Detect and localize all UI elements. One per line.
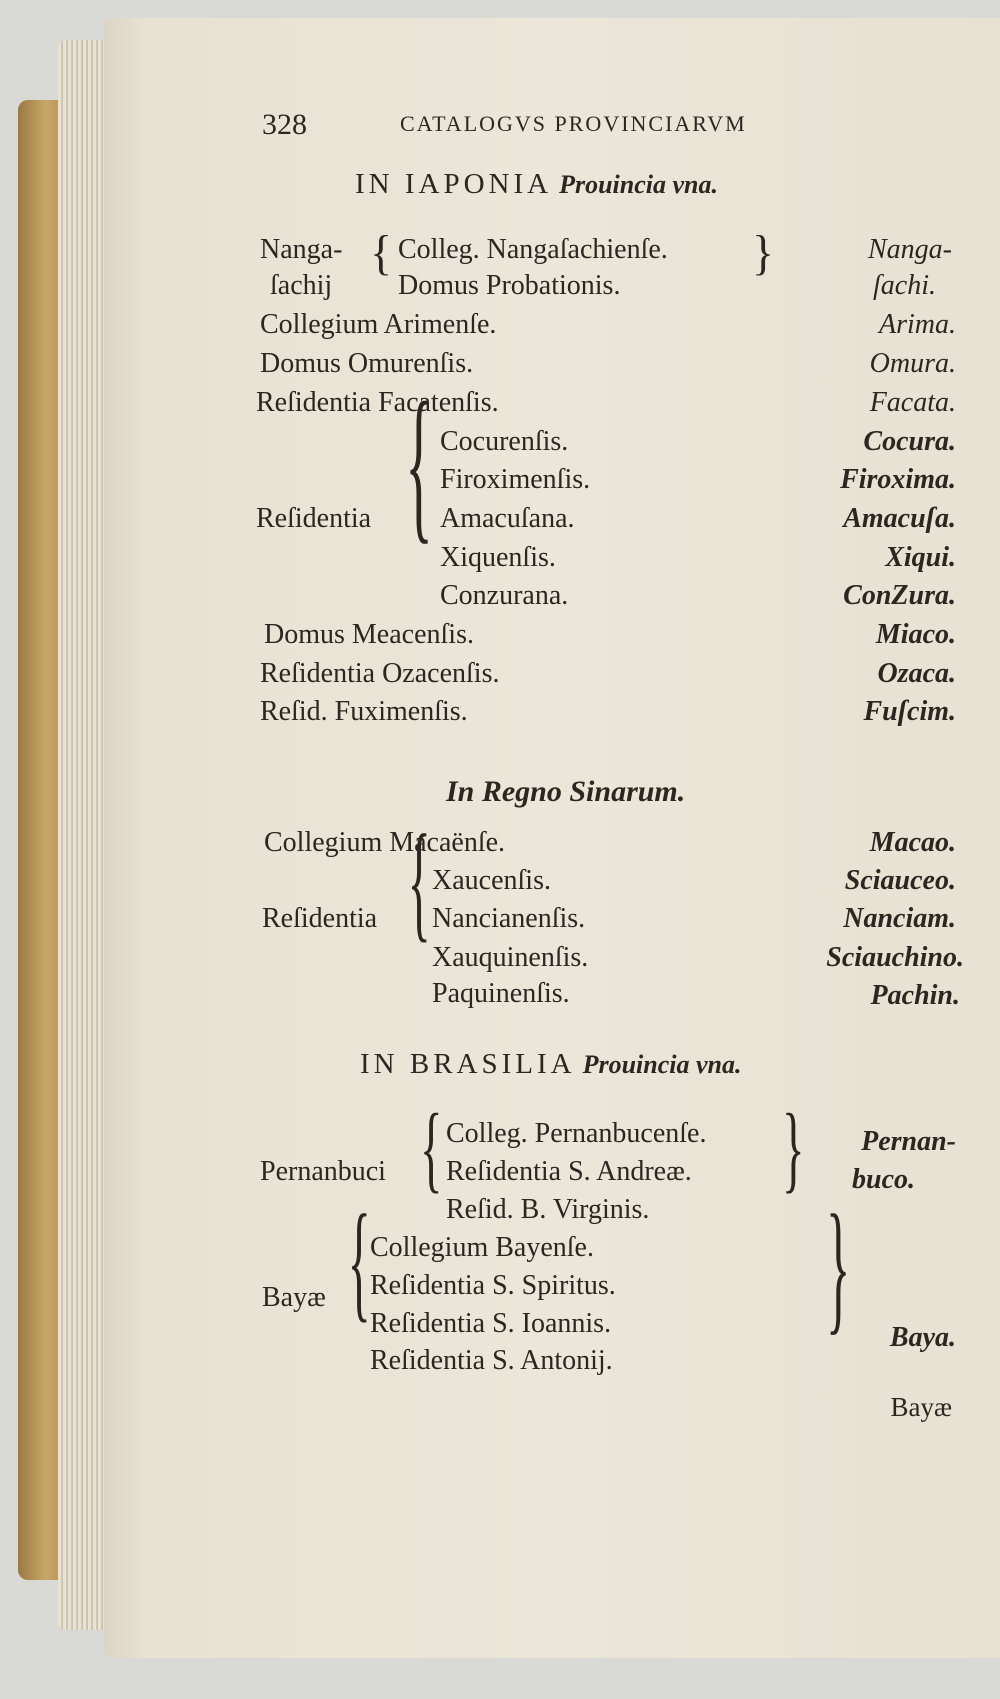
china-item-3: Xauquinenſis. — [432, 942, 589, 973]
place-fuscim: Fuſcim. — [863, 696, 956, 727]
pern-item-2: Reſidentia S. Andreæ. — [446, 1156, 692, 1187]
japan-heading — [355, 170, 718, 199]
page-edges — [58, 40, 110, 1630]
china-item-4: Paquinenſis. — [432, 978, 570, 1009]
place-arima: Arima. — [879, 309, 956, 340]
line-facata: Reſidentia Facatenſis. — [256, 387, 499, 418]
nanga-item-2: Domus Probationis. — [398, 270, 621, 301]
japan-res-item-5: Conzurana. — [440, 580, 569, 611]
place-ozaca: Ozaca. — [877, 658, 956, 689]
running-title: CATALOGVS PROVINCIARVM — [400, 111, 747, 136]
china-item-2: Nancianenſis. — [432, 903, 586, 934]
japan-res-place-1: Cocura. — [863, 426, 956, 457]
nanga-item-1: Colleg. Nangaſachienſe. — [398, 234, 668, 265]
place-macao: Macao. — [869, 827, 956, 858]
brazil-heading-italic: Prouincia vna. — [582, 1050, 742, 1079]
japan-res-item-4: Xiquenſis. — [440, 542, 556, 573]
nanga-right-brace: } — [752, 225, 775, 280]
baya-item-1: Collegium Bayenſe. — [370, 1232, 594, 1263]
nanga-label-2: ſachij — [270, 270, 333, 301]
pern-left-brace: { — [420, 1094, 443, 1202]
japan-res-place-2: Firoxima. — [840, 464, 956, 495]
china-item-1: Xaucenſis. — [432, 865, 551, 896]
china-place-2: Nanciam. — [843, 903, 956, 934]
japan-res-item-3: Amacuſana. — [440, 503, 575, 534]
japan-res-place-3: Amacuſa. — [843, 503, 956, 534]
nanga-place-1: Nanga- — [868, 234, 952, 265]
baya-left-brace: { — [347, 1189, 371, 1335]
pern-place-2: buco. — [852, 1164, 915, 1195]
nanga-label-1: Nanga- — [260, 234, 343, 265]
japan-res-item-1: Cocurenſis. — [440, 426, 569, 457]
baya-label: Bayæ — [262, 1282, 326, 1313]
pern-right-brace: } — [782, 1094, 805, 1202]
japan-heading-italic: Prouincia vna. — [559, 170, 718, 199]
pern-place-1: Pernan- — [861, 1126, 956, 1157]
japan-res-place-5: ConZura. — [843, 580, 956, 611]
china-residentia-label: Reſidentia — [262, 903, 378, 934]
line-ozaca: Reſidentia Ozacenſis. — [260, 658, 500, 689]
baya-item-3: Reſidentia S. Ioannis. — [370, 1308, 612, 1339]
baya-item-4: Reſidentia S. Antonij. — [370, 1345, 613, 1376]
line-fuscim: Reſid. Fuximenſis. — [260, 696, 468, 727]
place-omura: Omura. — [869, 348, 956, 379]
line-arima: Collegium Arimenſe. — [260, 309, 497, 340]
line-miaco: Domus Meacenſis. — [264, 619, 474, 650]
china-residentia-brace: { — [407, 809, 431, 955]
japan-res-item-2: Firoximenſis. — [440, 464, 591, 495]
place-miaco: Miaco. — [875, 619, 956, 650]
nanga-left-brace: { — [370, 225, 393, 280]
china-heading: In Regno Sinarum. — [446, 775, 686, 808]
baya-place: Baya. — [889, 1322, 956, 1353]
japan-heading-caps: IN IAPONIA — [355, 168, 553, 200]
china-place-1: Sciauceo. — [844, 865, 956, 896]
pern-label: Pernanbuci — [260, 1156, 386, 1187]
pern-item-3: Reſid. B. Virginis. — [446, 1194, 650, 1225]
japan-residentia-label: Reſidentia — [256, 503, 372, 534]
line-omura: Domus Omurenſis. — [260, 348, 474, 379]
place-facata: Facata. — [869, 387, 956, 418]
baya-right-brace: } — [826, 1185, 851, 1349]
japan-res-place-4: Xiqui. — [885, 542, 956, 573]
line-macao: Collegium Macaënſe. — [264, 827, 506, 858]
pern-item-1: Colleg. Pernanbucenſe. — [446, 1118, 707, 1149]
nanga-place-2: ſachi. — [873, 270, 936, 301]
catchword: Bayæ — [890, 1392, 952, 1422]
brazil-heading — [360, 1050, 742, 1079]
china-place-3: Sciauchino. — [826, 942, 964, 973]
page-number: 328 — [262, 108, 307, 141]
brazil-heading-caps: IN BRASILIA — [360, 1048, 576, 1080]
china-place-4: Pachin. — [870, 980, 960, 1011]
baya-item-2: Reſidentia S. Spiritus. — [370, 1270, 616, 1301]
japan-residentia-brace: { — [405, 365, 433, 559]
